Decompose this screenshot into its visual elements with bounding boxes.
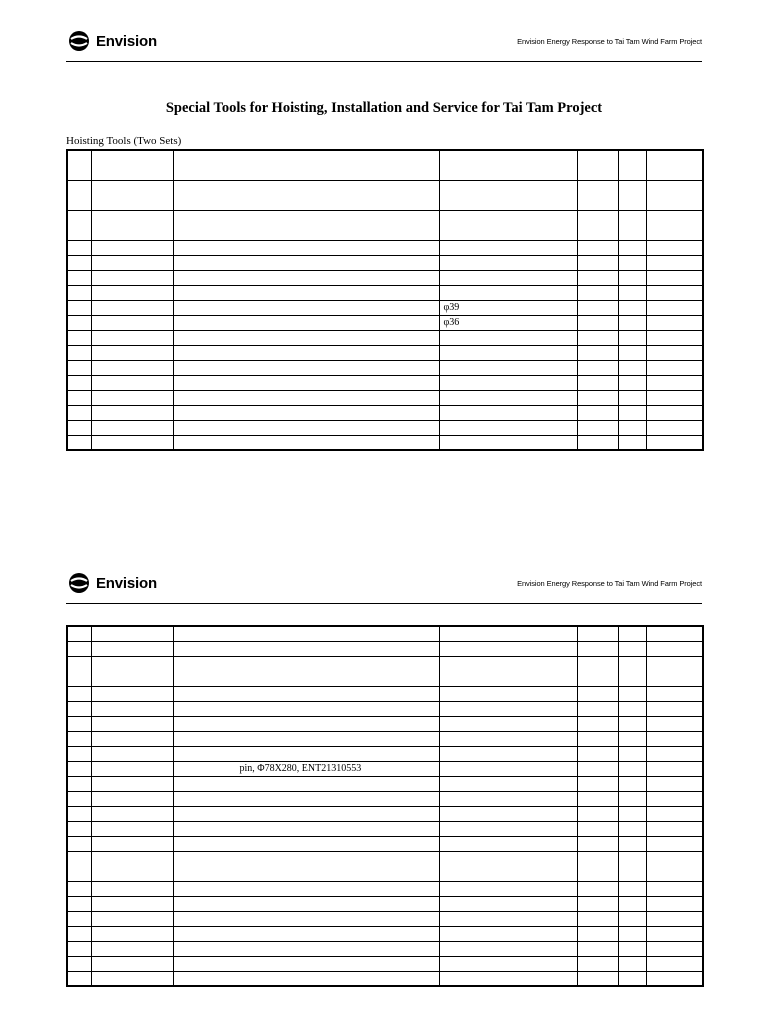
spec-cell: φ36: [439, 315, 577, 330]
table-row: [67, 330, 703, 345]
table-row: [67, 626, 703, 641]
table-row: [67, 345, 703, 360]
envision-logo-icon: [68, 30, 90, 52]
table-row: [67, 656, 703, 686]
table-row: [67, 210, 703, 240]
spec-cell: φ39: [439, 300, 577, 315]
table-row: [67, 435, 703, 450]
brand-name: Envision: [96, 32, 157, 50]
table-row: [67, 405, 703, 420]
table-row: [67, 420, 703, 435]
envision-logo: [68, 30, 157, 52]
hoisting-tools-table: [66, 149, 704, 451]
table-row: [67, 731, 703, 746]
table-row: [67, 881, 703, 896]
section-title: Hoisting Tools (Two Sets): [66, 135, 182, 147]
envision-logo-icon: [68, 572, 90, 594]
table-row: [67, 240, 703, 255]
table-row: [67, 761, 703, 776]
table-row: [67, 746, 703, 761]
table-row: [67, 180, 703, 210]
table-row: [67, 375, 703, 390]
header-caption: Envision Energy Response to Tai Tam Wind Farm Project: [517, 579, 702, 588]
table-row: [67, 941, 703, 956]
page-header: [66, 564, 702, 604]
table-row: [67, 270, 703, 285]
description-cell: pin, Φ78X280, ENT21310553: [173, 761, 439, 776]
table-header-row: [67, 150, 703, 180]
table-row: [67, 390, 703, 405]
table-row: [67, 851, 703, 881]
table-row: [67, 806, 703, 821]
table-row: [67, 360, 703, 375]
table-row: [67, 821, 703, 836]
table-row: [67, 701, 703, 716]
page-header: [66, 22, 702, 62]
table-row: [67, 896, 703, 911]
table-row: [67, 971, 703, 986]
table-row: [67, 776, 703, 791]
table-row: [67, 686, 703, 701]
table-row: [67, 285, 703, 300]
table-row: [67, 255, 703, 270]
brand-name: Envision: [96, 574, 157, 592]
table-row: [67, 791, 703, 806]
table-row: [67, 300, 703, 315]
header-caption: Envision Energy Response to Tai Tam Wind Farm Project: [517, 37, 702, 46]
table-row: [67, 911, 703, 926]
page-2: [0, 560, 768, 1024]
tools-table-continued: [66, 625, 704, 987]
document-title: Special Tools for Hoisting, Installation and Service for Tai Tam Project: [165, 100, 603, 116]
table-row: [67, 315, 703, 330]
table-row: [67, 836, 703, 851]
table-row: [67, 641, 703, 656]
envision-logo: [68, 572, 157, 594]
table-row: [67, 956, 703, 971]
table-row: [67, 716, 703, 731]
table-row: [67, 926, 703, 941]
